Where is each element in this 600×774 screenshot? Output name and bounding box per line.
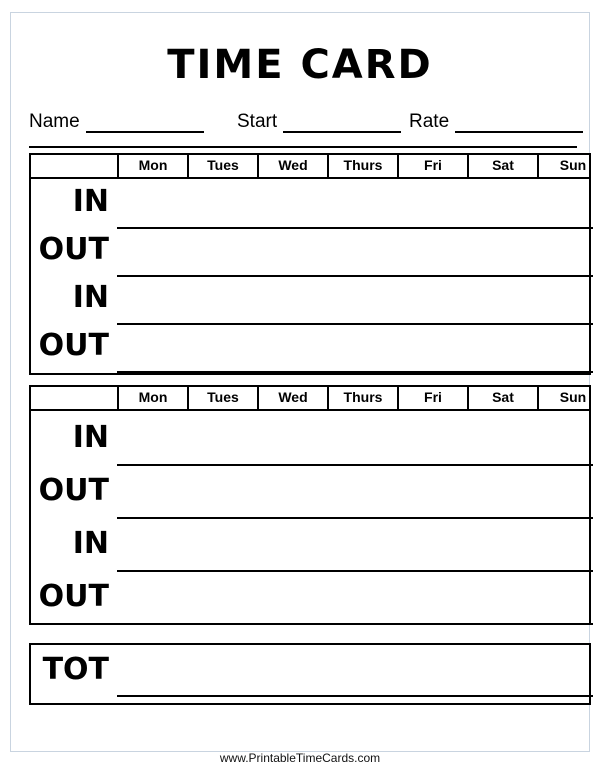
- start-rule[interactable]: [283, 114, 401, 133]
- week-2-entry-row-in-2[interactable]: [117, 570, 589, 572]
- week-2-table: [29, 385, 591, 625]
- week-2-out2-mon[interactable]: [117, 623, 185, 625]
- week-2-corner-cell: [31, 387, 117, 409]
- total-entry-grid: [117, 645, 589, 703]
- week-2-in2-tues[interactable]: [185, 570, 253, 572]
- total-sun[interactable]: [525, 695, 593, 697]
- week-2-out1-fri[interactable]: [389, 517, 457, 519]
- week-1-out1-tues[interactable]: [185, 275, 253, 277]
- week-2-label-out-1: OUT: [38, 473, 109, 508]
- header-fields: [29, 111, 591, 141]
- week-2-out1-mon[interactable]: [117, 517, 185, 519]
- week-2-in2-sat[interactable]: [457, 570, 525, 572]
- week-1-out2-wed[interactable]: [253, 371, 321, 373]
- week-1-in1-thurs[interactable]: [321, 227, 389, 229]
- week-2-entry-row-out-2[interactable]: [117, 623, 589, 625]
- rate-label: Rate: [409, 111, 450, 132]
- week-1-label-out-2: OUT: [38, 328, 109, 363]
- week-2-in1-sun[interactable]: [525, 464, 593, 466]
- week-1-in1-sun[interactable]: [525, 227, 593, 229]
- week-1-corner-cell: [31, 155, 117, 177]
- week-2-out2-sun[interactable]: [525, 623, 593, 625]
- week-1-label-in-1: IN: [72, 184, 109, 219]
- week-2-day-header: [31, 387, 589, 411]
- week-1-entry-grid: [117, 179, 589, 375]
- rate-rule[interactable]: [455, 114, 583, 133]
- start-label: Start: [237, 111, 278, 132]
- rate-field[interactable]: [409, 111, 583, 133]
- week-2-label-in-2: IN: [72, 526, 109, 561]
- week-1-in2-tues[interactable]: [185, 323, 253, 325]
- week-2-entry-grid: [117, 411, 589, 625]
- week-2-day-mon: Mon: [117, 387, 187, 409]
- page-title: TIME CARD: [167, 42, 433, 88]
- name-rule[interactable]: [86, 114, 204, 133]
- week-2-day-thurs: Thurs: [327, 387, 397, 409]
- week-1-out1-fri[interactable]: [389, 275, 457, 277]
- week-2-in1-thurs[interactable]: [321, 464, 389, 466]
- week-1-entry-row-in-1[interactable]: [117, 227, 589, 229]
- total-tues[interactable]: [185, 695, 253, 697]
- week-1-day-thurs: Thurs: [327, 155, 397, 177]
- total-wed[interactable]: [253, 695, 321, 697]
- week-1-out2-fri[interactable]: [389, 371, 457, 373]
- week-1-in2-sun[interactable]: [525, 323, 593, 325]
- week-1-out1-wed[interactable]: [253, 275, 321, 277]
- week-2-in1-sat[interactable]: [457, 464, 525, 466]
- week-2-out2-tues[interactable]: [185, 623, 253, 625]
- week-1-out2-thurs[interactable]: [321, 371, 389, 373]
- week-1-row-labels: [31, 179, 117, 375]
- week-2-in2-fri[interactable]: [389, 570, 457, 572]
- total-thurs[interactable]: [321, 695, 389, 697]
- week-2-day-tues: Tues: [187, 387, 257, 409]
- footer-url[interactable]: www.PrintableTimeCards.com: [219, 751, 381, 765]
- week-2-label-out-2: OUT: [38, 579, 109, 614]
- week-1-out1-sat[interactable]: [457, 275, 525, 277]
- week-1-out2-sat[interactable]: [457, 371, 525, 373]
- total-row-labels: [31, 645, 117, 703]
- week-2-in2-sun[interactable]: [525, 570, 593, 572]
- week-1-day-sat: Sat: [467, 155, 537, 177]
- week-1-out2-sun[interactable]: [525, 371, 593, 373]
- week-2-in1-mon[interactable]: [117, 464, 185, 466]
- week-1-day-fri: Fri: [397, 155, 467, 177]
- week-1-in2-sat[interactable]: [457, 323, 525, 325]
- week-2-out2-fri[interactable]: [389, 623, 457, 625]
- week-1-out2-mon[interactable]: [117, 371, 185, 373]
- week-1-in1-fri[interactable]: [389, 227, 457, 229]
- week-1-in2-thurs[interactable]: [321, 323, 389, 325]
- week-1-day-tues: Tues: [187, 155, 257, 177]
- week-2-in2-thurs[interactable]: [321, 570, 389, 572]
- total-label-tot: TOT: [42, 652, 109, 687]
- name-field[interactable]: [29, 111, 204, 133]
- week-2-out1-tues[interactable]: [185, 517, 253, 519]
- week-1-in2-wed[interactable]: [253, 323, 321, 325]
- week-2-day-sun: Sun: [537, 387, 600, 409]
- week-1-entry-row-out-2[interactable]: [117, 371, 589, 373]
- week-1-label-in-2: IN: [72, 280, 109, 315]
- week-2-out2-wed[interactable]: [253, 623, 321, 625]
- week-1-body: [31, 179, 589, 375]
- total-body: [31, 645, 589, 703]
- week-2-in2-wed[interactable]: [253, 570, 321, 572]
- week-1-in2-fri[interactable]: [389, 323, 457, 325]
- week-1-out2-tues[interactable]: [185, 371, 253, 373]
- week-1-day-header: [31, 155, 589, 179]
- week-2-in1-tues[interactable]: [185, 464, 253, 466]
- week-2-day-fri: Fri: [397, 387, 467, 409]
- week-1-table: [29, 153, 591, 375]
- week-1-day-wed: Wed: [257, 155, 327, 177]
- week-1-label-out-1: OUT: [38, 232, 109, 267]
- name-label: Name: [29, 111, 80, 132]
- total-mon[interactable]: [117, 695, 185, 697]
- week-1-in1-wed[interactable]: [253, 227, 321, 229]
- week-1-in2-mon[interactable]: [117, 323, 185, 325]
- week-2-out1-sat[interactable]: [457, 517, 525, 519]
- week-2-out1-wed[interactable]: [253, 517, 321, 519]
- week-2-out2-thurs[interactable]: [321, 623, 389, 625]
- total-table: [29, 643, 591, 705]
- week-2-out1-thurs[interactable]: [321, 517, 389, 519]
- week-1-entry-row-out-1[interactable]: [117, 275, 589, 277]
- week-2-day-wed: Wed: [257, 387, 327, 409]
- week-1-in1-tues[interactable]: [185, 227, 253, 229]
- week-1-out1-sun[interactable]: [525, 275, 593, 277]
- week-1-out1-thurs[interactable]: [321, 275, 389, 277]
- week-1-entry-row-in-2[interactable]: [117, 323, 589, 325]
- week-2-in1-fri[interactable]: [389, 464, 457, 466]
- week-1-out1-mon[interactable]: [117, 275, 185, 277]
- week-1-day-sun: Sun: [537, 155, 600, 177]
- week-1-in1-mon[interactable]: [117, 227, 185, 229]
- start-field[interactable]: [237, 111, 401, 133]
- week-2-in2-mon[interactable]: [117, 570, 185, 572]
- week-2-entry-row-in-1[interactable]: [117, 464, 589, 466]
- week-2-label-in-1: IN: [72, 420, 109, 455]
- week-1-in1-sat[interactable]: [457, 227, 525, 229]
- week-2-entry-row-out-1[interactable]: [117, 517, 589, 519]
- header-divider: [29, 146, 577, 148]
- week-2-out2-sat[interactable]: [457, 623, 525, 625]
- week-2-day-sat: Sat: [467, 387, 537, 409]
- total-fri[interactable]: [389, 695, 457, 697]
- total-sat[interactable]: [457, 695, 525, 697]
- week-2-in1-wed[interactable]: [253, 464, 321, 466]
- week-2-row-labels: [31, 411, 117, 625]
- week-2-body: [31, 411, 589, 625]
- total-entry-row[interactable]: [117, 695, 589, 697]
- week-1-day-mon: Mon: [117, 155, 187, 177]
- time-card-sheet: [10, 12, 590, 765]
- week-2-out1-sun[interactable]: [525, 517, 593, 519]
